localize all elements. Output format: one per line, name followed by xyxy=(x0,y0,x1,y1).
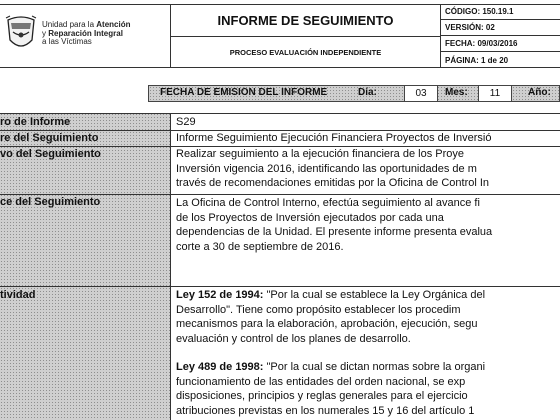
version-field: VERSIÓN: 02 xyxy=(441,20,560,36)
normatividad-value xyxy=(176,288,560,418)
codigo-field: CÓDIGO: 150.19.1 xyxy=(441,4,560,20)
ley-489-title: Ley 489 de 1998: xyxy=(176,361,264,373)
text-line: mecanismos para la elaboración, aprobación, ejecución, segu xyxy=(176,318,478,330)
alcance-seguimiento-label: ce del Seguimiento xyxy=(0,196,101,208)
normatividad-label: tividad xyxy=(0,289,36,301)
text-line: dependencias de la Unidad. El presente informe presenta evalua xyxy=(176,226,493,238)
numero-informe-label: ro de Informe xyxy=(0,116,71,128)
coat-of-arms-icon xyxy=(4,14,38,54)
text-line: La Oficina de Control Interno, efectúa seguimiento al avance fi xyxy=(176,197,480,209)
text-line: de los Proyectos de Inversión ejecutados por cada una xyxy=(176,211,444,224)
ley-152-title: Ley 152 de 1994: xyxy=(176,289,264,301)
numero-informe-value: S29 xyxy=(176,116,196,128)
logo-text: Unidad para la Atención y Reparación Integral a las Víctimas xyxy=(42,20,131,46)
fecha-field: FECHA: 09/03/2016 xyxy=(441,36,560,52)
column-divider xyxy=(170,113,171,420)
text-line: Inversión vigencia 2016, identificando las oportunidades de m xyxy=(176,162,477,175)
text-line: atribuciones previstas en los numerales 15 y 16 del artículo 1 xyxy=(176,404,475,417)
row-divider xyxy=(0,194,560,195)
ley-152-line: Ley 152 de 1994: "Por la cual se establece la Ley Orgánica del xyxy=(176,289,486,301)
alcance-seguimiento-value xyxy=(176,196,560,254)
dia-value: 03 xyxy=(415,88,427,99)
text-line: Desarrollo". Tiene como propósito establecer los procedim xyxy=(176,303,461,316)
pagina-field: PÁGINA: 1 de 20 xyxy=(445,55,509,65)
text-line: evaluación y control de los planes de desarrollo. xyxy=(176,332,411,345)
text-line: través de recomendaciones emitidas por la Oficina de Control In xyxy=(176,177,490,189)
objetivo-seguimiento-label: vo del Seguimiento xyxy=(0,148,101,160)
text-line: Realizar seguimiento a la ejecución financiera de los Proye xyxy=(176,148,464,160)
document-title: INFORME DE SEGUIMIENTO xyxy=(217,12,394,28)
mes-label: Mes: xyxy=(445,87,468,98)
nombre-seguimiento-label: re del Seguimiento xyxy=(0,132,99,144)
text-line: funcionamiento de las entidades del orden nacional, se exp xyxy=(176,375,466,388)
mes-value: 11 xyxy=(489,88,501,99)
objetivo-seguimiento-value xyxy=(176,147,560,191)
text-line: disposiciones, principios y reglas generales para el ejercicio xyxy=(176,390,468,402)
row-divider xyxy=(0,286,560,287)
table-top-border xyxy=(0,113,560,114)
dia-label: Día: xyxy=(358,87,377,98)
text-line: corte a 30 de septiembre de 2016. xyxy=(176,240,344,253)
logo xyxy=(0,12,168,56)
document-subtitle: PROCESO EVALUACIÓN INDEPENDIENTE xyxy=(229,48,382,57)
emission-date-label: FECHA DE EMISIÓN DEL INFORME xyxy=(160,87,328,98)
ley-489-line: Ley 489 de 1998: "Por la cual se dictan normas sobre la organi xyxy=(176,361,486,373)
ano-label: Año: xyxy=(528,87,551,98)
nombre-seguimiento-value: Informe Seguimiento Ejecución Financiera Proyectos de Inversió xyxy=(176,132,492,144)
